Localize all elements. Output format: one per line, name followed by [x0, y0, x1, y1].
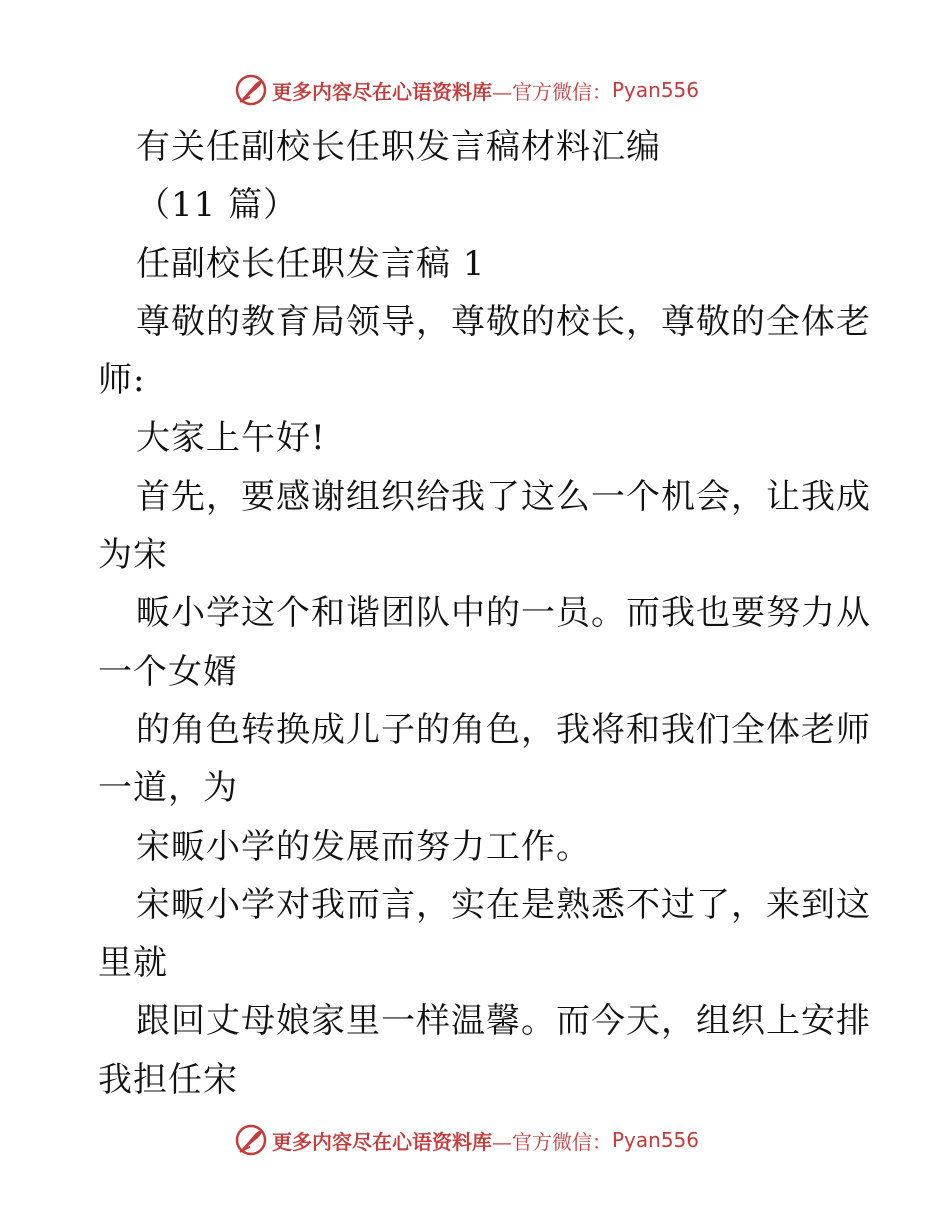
- text-line: 一道，为: [98, 768, 238, 809]
- text-line: 为宋: [98, 535, 168, 576]
- watermark-brand-text: 更多内容尽在心语资料库: [272, 79, 492, 104]
- text-line: 跟回丈母娘家里一样温馨。而今天，组织上安排: [136, 1001, 871, 1042]
- text-line: 里就: [98, 943, 168, 984]
- text-line: 的角色转换成儿子的角色，我将和我们全体老师: [136, 709, 871, 750]
- text-line: 首先，要感谢组织给我了这么一个机会，让我成: [136, 476, 871, 517]
- watermark-wechat-id: Pyan556: [612, 78, 700, 102]
- header-watermark: [234, 72, 699, 108]
- section-heading: 任副校长任职发言稿 1: [136, 243, 486, 284]
- footer-watermark: [234, 1122, 699, 1158]
- document-body: [98, 118, 871, 1109]
- text-line: 宋畈小学对我而言，实在是熟悉不过了，来到这: [136, 884, 871, 925]
- watermark-wechat-label: —官方微信：: [492, 1129, 612, 1154]
- watermark-wechat-id: Pyan556: [612, 1128, 700, 1152]
- text-line: 畈小学这个和谐团队中的一员。而我也要努力从: [136, 593, 871, 634]
- text-line: 师:: [98, 360, 146, 401]
- watermark-brand-text: 更多内容尽在心语资料库: [272, 1129, 492, 1154]
- text-line: 宋畈小学的发展而努力工作。: [136, 826, 591, 867]
- document-subtitle: （11 篇）: [136, 185, 299, 226]
- text-line: 尊敬的教育局领导，尊敬的校长，尊敬的全体老: [136, 301, 871, 342]
- quill-logo-icon: [234, 1123, 268, 1157]
- text-line: 一个女婿: [98, 651, 238, 692]
- text-line: 我担任宋: [98, 1059, 238, 1100]
- document-title: 有关任副校长任职发言稿材料汇编: [136, 127, 661, 167]
- quill-logo-icon: [234, 73, 268, 107]
- watermark-wechat-label: —官方微信：: [492, 79, 612, 104]
- text-line: 大家上午好!: [136, 418, 326, 459]
